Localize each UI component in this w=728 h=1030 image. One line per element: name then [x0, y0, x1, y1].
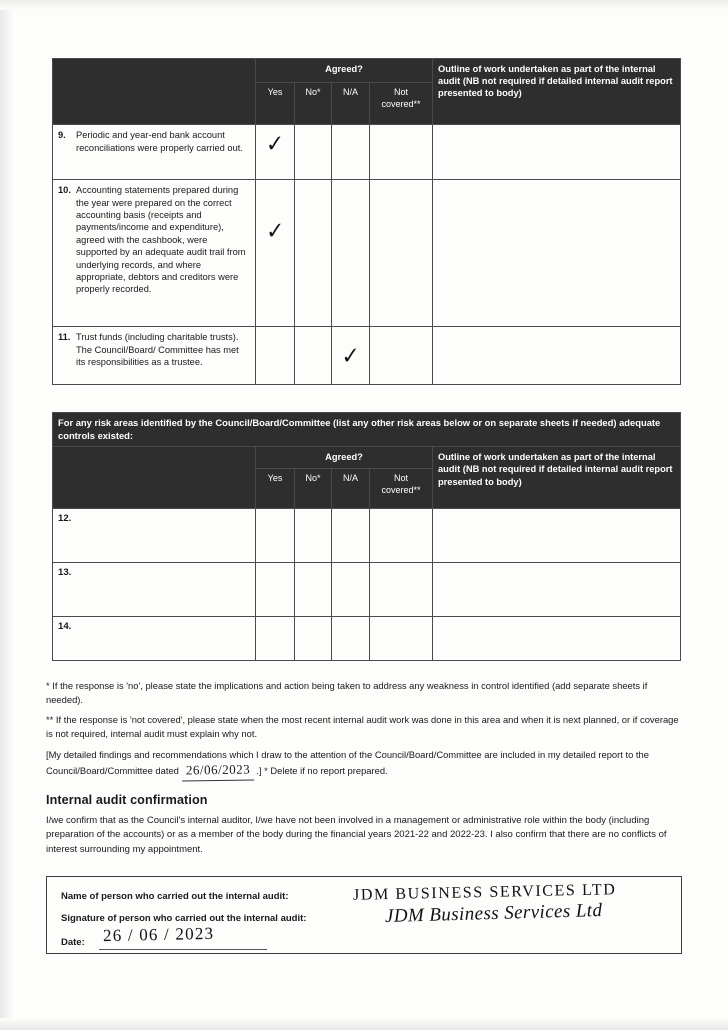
table2-col-not-covered: Not covered** [370, 469, 433, 509]
table1-row10-na[interactable] [332, 180, 370, 327]
table1-row9-yes[interactable] [256, 125, 295, 180]
table2-col-na: N/A [332, 469, 370, 509]
risk-areas-banner: For any risk areas identified by the Council/Board/Committee (list any other risk areas below or on separate sheets if needed) adequate controls existed: [53, 413, 681, 447]
table1-col-yes: Yes [256, 83, 295, 125]
table2-row12-no[interactable] [295, 509, 332, 563]
name-value[interactable]: JDM BUSINESS SERVICES LTD [352, 881, 617, 904]
signature-value[interactable]: JDM Business Services Ltd [384, 899, 603, 928]
table2-row12-outline[interactable] [433, 509, 681, 563]
table1-col-not-covered: Not covered** [370, 83, 433, 125]
table1-row11-not-covered[interactable] [370, 327, 433, 385]
checkmark-icon: ✓ [341, 341, 360, 370]
table2-row13-yes[interactable] [256, 563, 295, 617]
scan-edge-left [0, 0, 14, 1030]
internal-audit-table-part1 [52, 58, 681, 385]
table2-row13-not-covered[interactable] [370, 563, 433, 617]
checkmark-icon [261, 329, 289, 336]
table2-col-no: No* [295, 469, 332, 509]
table1-header-row-1 [53, 59, 681, 83]
checkmark-icon [375, 328, 427, 338]
table1-row10-yes[interactable] [256, 180, 295, 327]
footnote-not-covered: ** If the response is 'not covered', please state when the most recent internal audit work was done in this area and when it is next planned, or if coverage is not required, internal audit must explain why not. [46, 714, 679, 739]
date-value[interactable]: 26 / 06 / 2023 [102, 923, 215, 946]
footnotes [46, 679, 682, 788]
scan-edge-bottom [0, 1018, 728, 1030]
table1-row11-yes[interactable] [256, 327, 295, 385]
table1-row10-outline[interactable] [433, 180, 681, 327]
footnote-report [46, 748, 682, 781]
table2-row14-not-covered[interactable] [370, 617, 433, 661]
table2-row12-number[interactable]: 12. [53, 509, 256, 563]
table1-row10-number: 10. [58, 185, 71, 195]
confirmation-body: I/we confirm that as the Council's internal auditor, I/we have not been involved in a management or administrative role within the body (including preparation of the accounts) or as a member of the body during the financial years 2021-22 and 2022-23. I also confirm that there are no conflicts of interest surrounding my appointment. [46, 815, 667, 855]
footnote-report-pre: [My detailed findings and recommendations which I draw to the attention of the Council/Board/Committee are included in my detailed report to the Council/Board/Committee dated [46, 748, 649, 777]
table2-row12-not-covered[interactable] [370, 509, 433, 563]
table1-row9-not-covered[interactable] [370, 125, 433, 180]
table2-header-row-1 [53, 447, 681, 469]
table1-row9-text: Periodic and year-end bank account reconciliations were properly carried out. [76, 130, 243, 153]
table1-row11-na[interactable] [332, 327, 370, 385]
table1-row11-number: 11. [58, 332, 71, 342]
table2-agreed-header: Agreed? [256, 447, 433, 469]
table2-row13-outline[interactable] [433, 563, 681, 617]
table2-row13-na[interactable] [332, 563, 370, 617]
report-date-value[interactable]: 26/06/2023 [181, 761, 254, 782]
checkmark-icon [337, 182, 364, 189]
checkmark-icon: ✓ [265, 216, 285, 245]
table1-row10-not-covered[interactable] [370, 180, 433, 327]
table1-row11-outline[interactable] [433, 327, 681, 385]
table1-blank-header [53, 59, 256, 125]
date-underline [99, 949, 267, 950]
table2-row14-yes[interactable] [256, 617, 295, 661]
table2-col-yes: Yes [256, 469, 295, 509]
table2-row13-no[interactable] [295, 563, 332, 617]
table1-outline-header: Outline of work undertaken as part of the internal audit (NB not required if detailed internal audit report presented to body) [433, 59, 681, 125]
table1-row9-number: 9. [58, 130, 66, 140]
table-row [53, 509, 681, 563]
table-row [53, 617, 681, 661]
checkmark-icon [375, 126, 427, 136]
table1-row10-question [53, 180, 256, 327]
table1-row10-text: Accounting statements prepared during the year were prepared on the correct accounting basis (receipts and payments/income and expenditure), agreed with the cashbook, were supported by an adequate audit trail from underlying records, and where appropriate, debtors and creditors were properly recorded. [76, 185, 246, 295]
name-label: Name of person who carried out the internal audit: [61, 891, 289, 902]
table1-row9-outline[interactable] [433, 125, 681, 180]
checkmark-icon [337, 127, 364, 134]
scan-edge-top [0, 0, 728, 10]
table1-row9-question [53, 125, 256, 180]
table2-row14-number[interactable]: 14. [53, 617, 256, 661]
date-label: Date: [61, 937, 85, 948]
table2-row14-no[interactable] [295, 617, 332, 661]
checkmark-icon: ✓ [265, 129, 285, 158]
footnote-no: * If the response is 'no', please state the implications and action being taken to address any weakness in control identified (add separate sheets if needed). [46, 680, 648, 705]
table2-outline-header: Outline of work undertaken as part of the internal audit (NB not required if detailed internal audit report presented to body) [433, 447, 681, 509]
table1-col-no: No* [295, 83, 332, 125]
checkmark-icon [300, 127, 326, 134]
table1-col-na: N/A [332, 83, 370, 125]
footnote-report-post: .] * Delete if no report prepared. [256, 765, 388, 777]
table1-agreed-header: Agreed? [256, 59, 433, 83]
checkmark-icon [300, 182, 326, 189]
table-row [53, 563, 681, 617]
risk-areas-table-part2 [52, 412, 681, 661]
table2-row14-outline[interactable] [433, 617, 681, 661]
table2-row12-yes[interactable] [256, 509, 295, 563]
checkmark-icon [300, 329, 326, 336]
table1-row11-question [53, 327, 256, 385]
signature-label: Signature of person who carried out the internal audit: [61, 913, 307, 924]
table1-row9-no[interactable] [295, 125, 332, 180]
table1-row10-no[interactable] [295, 180, 332, 327]
checkmark-icon [375, 181, 427, 191]
table2-row14-na[interactable] [332, 617, 370, 661]
signature-block [46, 876, 682, 954]
table1-row11-text: Trust funds (including charitable trusts). The Council/Board/ Committee has met its responsibilities as a trustee. [76, 332, 239, 368]
page-title: Internal audit confirmation [46, 793, 208, 807]
table2-row13-number[interactable]: 13. [53, 563, 256, 617]
table1-row11-no[interactable] [295, 327, 332, 385]
table2-blank-header [53, 447, 256, 509]
table1-row9-na[interactable] [332, 125, 370, 180]
table2-banner-row [53, 413, 681, 447]
table-row [53, 125, 681, 180]
table2-row12-na[interactable] [332, 509, 370, 563]
table-row [53, 327, 681, 385]
table-row [53, 180, 681, 327]
